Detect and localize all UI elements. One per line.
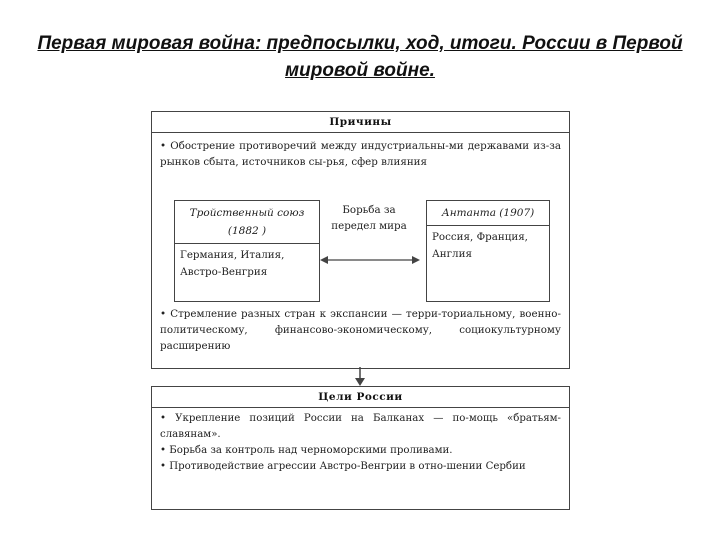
entente-box bbox=[426, 200, 550, 302]
goals-list bbox=[160, 411, 561, 475]
goals-box bbox=[151, 386, 570, 510]
causes-header: Причины bbox=[152, 112, 569, 133]
triple-alliance-title: Тройственный союз (1882 ) bbox=[175, 201, 319, 244]
entente-members: Россия, Франция, Англия bbox=[432, 231, 528, 260]
entente-title: Антанта (1907) bbox=[427, 201, 549, 226]
goal-item-serbia: • Противодействие агрессии Австро-Венгрии в отно-шении Сербии bbox=[160, 461, 526, 472]
causes-box bbox=[151, 111, 570, 369]
struggle-label: Борьба за передел мира bbox=[331, 204, 407, 232]
goal-item-straits: • Борьба за контроль над черноморскими проливами. bbox=[160, 445, 453, 456]
causes-bullet-rivalry: • Обострение противоречий между индустриальны-ми державами из-за рынков сбыта, источников сы-рья, сфер влияния bbox=[160, 140, 561, 168]
page-title: Первая мировая война: предпосылки, ход, итоги. России в Первой мировой войне. bbox=[37, 33, 683, 81]
triple-alliance-members: Германия, Италия, Австро-Венгрия bbox=[180, 249, 285, 278]
connector-arrow bbox=[353, 367, 367, 387]
goal-item-balkans: • Укрепление позиций России на Балканах — по-мощь «братьям-славянам». bbox=[160, 413, 561, 440]
triple-alliance-box bbox=[174, 200, 320, 302]
struggle-arrow bbox=[320, 254, 420, 266]
goals-header: Цели России bbox=[152, 387, 569, 408]
causes-bullet-expansion: • Стремление разных стран к экспансии — терри-ториальному, военно-политическому, финансово-экономическому, социокультурному расширению bbox=[160, 308, 561, 352]
